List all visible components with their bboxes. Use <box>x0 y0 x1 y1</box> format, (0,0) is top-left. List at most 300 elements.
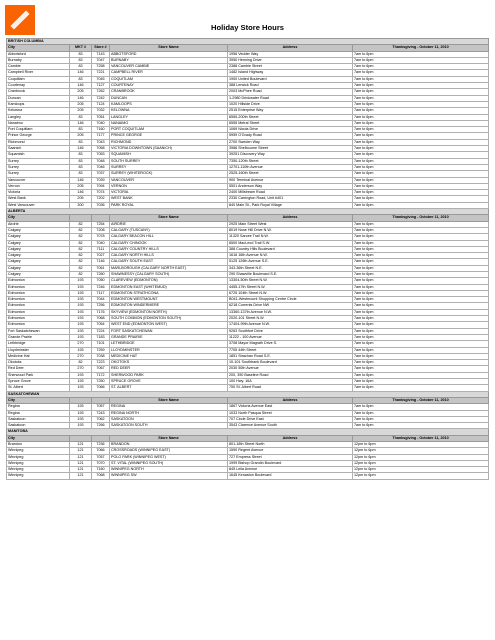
cell-store-name: FORT SASKATCHEWAN <box>110 328 228 334</box>
cell-address: 13360-137th Avenue N.W. <box>228 309 353 315</box>
cell-store-number: 7057 <box>92 404 110 410</box>
cell-store-number: 7038 <box>92 353 110 359</box>
cell-mkt: 82 <box>70 227 92 233</box>
cell-hours: 7am to 6pm <box>353 158 489 164</box>
cell-store-number: 7221 <box>92 70 110 76</box>
cell-store-number: 7127 <box>92 83 110 89</box>
cell-mkt: 83 <box>70 127 92 133</box>
cell-store-number: 7058 <box>92 146 110 152</box>
cell-hours: 7am to 6pm <box>353 385 489 391</box>
cell-store-name: EDMONTON WINDERMERE <box>110 303 228 309</box>
cell-hours: 7am to 6pm <box>353 164 489 170</box>
cell-city: Winnipeg <box>7 467 70 473</box>
cell-store-number: 7146 <box>92 259 110 265</box>
cell-city: Saskatoon <box>7 423 70 429</box>
cell-mkt: 82 <box>70 246 92 252</box>
cell-mkt: 193 <box>70 379 92 385</box>
store-hours-table <box>6 38 489 480</box>
cell-mkt: 193 <box>70 278 92 284</box>
cell-hours: 12pm to 6pm <box>353 467 489 473</box>
cell-city: Calgary <box>7 240 70 246</box>
cell-city: Kamloops <box>7 101 70 107</box>
section-title: BRITISH COLUMBIA <box>7 39 489 45</box>
section-title: ALBERTA <box>7 209 489 215</box>
cell-hours: 7am to 6pm <box>353 240 489 246</box>
cell-address: 7350-120th Street <box>228 158 353 164</box>
cell-store-name: DUNCAN <box>110 95 228 101</box>
cell-mkt: 300 <box>70 202 92 208</box>
cell-city: Nanaimo <box>7 120 70 126</box>
cell-store-number: 7061 <box>92 265 110 271</box>
cell-store-name: LLOYDMINSTER <box>110 347 228 353</box>
cell-address: 845 Leila Avenue <box>228 467 353 473</box>
cell-address: 750 St. Albert Road <box>228 385 353 391</box>
cell-address: 290 Shawville Boulevard S.E. <box>228 271 353 277</box>
cell-mkt: 146 <box>70 120 92 126</box>
cell-store-number: 7250 <box>92 379 110 385</box>
cell-address: 6218 Currents Drive NW <box>228 303 353 309</box>
cell-mkt: 193 <box>70 303 92 309</box>
cell-store-number: 7053 <box>92 152 110 158</box>
cell-store-name: AIRDRIE <box>110 221 228 227</box>
column-header-city: City <box>7 45 70 51</box>
cell-mkt: 193 <box>70 423 92 429</box>
cell-store-name: EDMONTON WESTMOUNT <box>110 297 228 303</box>
cell-city: Calgary <box>7 246 70 252</box>
cell-city: Edmonton <box>7 303 70 309</box>
column-header-store-name: Store Name <box>110 45 228 51</box>
column-header-store-number: Store # <box>92 45 110 51</box>
cell-store-number: 7254 <box>92 221 110 227</box>
cell-store-name: SHAWNESSY (CALGARY SOUTH) <box>110 271 228 277</box>
cell-store-number: 7183 <box>92 334 110 340</box>
cell-address: 2700 Sweden Way <box>228 139 353 145</box>
cell-store-name: MEDICINE HAT <box>110 353 228 359</box>
cell-city: Edmonton <box>7 278 70 284</box>
cell-store-number: 7039 <box>92 177 110 183</box>
cell-city: Lloydminster <box>7 347 70 353</box>
cell-city: Saanich <box>7 146 70 152</box>
cell-store-name: VICTORIA <box>110 190 228 196</box>
cell-city: Lethbridge <box>7 341 70 347</box>
cell-store-name: ABBOTSFORD <box>110 51 228 57</box>
cell-mkt: 83 <box>70 76 92 82</box>
cell-store-number: 7172 <box>92 372 110 378</box>
cell-city: Cambie <box>7 64 70 70</box>
cell-city: Calgary <box>7 265 70 271</box>
cell-city: Winnipeg <box>7 448 70 454</box>
cell-city: Fort Saskatchewan <box>7 328 70 334</box>
cell-mkt: 83 <box>70 152 92 158</box>
cell-mkt: 193 <box>70 347 92 353</box>
cell-mkt: 121 <box>70 460 92 466</box>
cell-hours: 7am to 6pm <box>353 101 489 107</box>
cell-store-number: 7036 <box>92 202 110 208</box>
cell-store-number: 7068 <box>92 316 110 322</box>
cell-mkt: 82 <box>70 265 92 271</box>
cell-address: 7705 44th Street <box>228 347 353 353</box>
cell-hours: 7am to 6pm <box>353 303 489 309</box>
cell-mkt: 82 <box>70 221 92 227</box>
cell-mkt: 193 <box>70 328 92 334</box>
cell-address: 2020-101 Street N.W. <box>228 316 353 322</box>
cell-store-name: SASKATOON SOUTH <box>110 423 228 429</box>
cell-store-number: 7160 <box>92 467 110 473</box>
cell-address: 6725 104th Street N.W. <box>228 290 353 296</box>
cell-address: 5125 126th Avenue S.E. <box>228 259 353 265</box>
cell-city: Victoria <box>7 190 70 196</box>
cell-store-number: 7074 <box>92 190 110 196</box>
cell-store-number: 7177 <box>92 133 110 139</box>
cell-store-number: 7176 <box>92 309 110 315</box>
cell-store-number: 7047 <box>92 57 110 63</box>
column-header-store-name: Store Name <box>110 397 228 403</box>
cell-mkt: 146 <box>70 95 92 101</box>
cell-hours: 12pm to 6pm <box>353 473 489 479</box>
cell-store-number: 7117 <box>92 290 110 296</box>
cell-address: 801-18th Street North <box>228 442 353 448</box>
cell-store-name: WINNIPEG NORTH <box>110 467 228 473</box>
cell-store-number: 7101 <box>92 341 110 347</box>
cell-city: Port Coquitlam <box>7 127 70 133</box>
cell-store-name: CROSSROADS (WINNIPEG EAST) <box>110 448 228 454</box>
cell-store-name: ST. ALBERT <box>110 385 228 391</box>
cell-address: 1867 Victoria Avenue East <box>228 404 353 410</box>
cell-address: 1851 Strachan Road S.E. <box>228 353 353 359</box>
cell-hours: 7am to 6pm <box>353 152 489 158</box>
cell-address: 2003 McPhee Road <box>228 89 353 95</box>
cell-hours: 7am to 6pm <box>353 328 489 334</box>
cell-mkt: 270 <box>70 353 92 359</box>
cell-hours: 7am to 6pm <box>353 284 489 290</box>
cell-mkt: 146 <box>70 177 92 183</box>
cell-store-name: RICHMOND <box>110 139 228 145</box>
cell-store-name: VERNON <box>110 183 228 189</box>
cell-mkt: 270 <box>70 341 92 347</box>
cell-mkt: 193 <box>70 290 92 296</box>
cell-city: Burnaby <box>7 57 70 63</box>
cell-hours: 7am to 6pm <box>353 353 489 359</box>
cell-city: Cranbrook <box>7 89 70 95</box>
cell-store-name: NANAIMO <box>110 120 228 126</box>
cell-city: Langley <box>7 114 70 120</box>
cell-hours: 7am to 6pm <box>353 372 489 378</box>
cell-hours: 7am to 6pm <box>353 265 489 271</box>
cell-hours: 7am to 6pm <box>353 196 489 202</box>
cell-store-number: 7243 <box>92 410 110 416</box>
cell-mkt: 146 <box>70 70 92 76</box>
cell-city: Edmonton <box>7 284 70 290</box>
cell-hours: 7am to 6pm <box>353 83 489 89</box>
cell-mkt: 193 <box>70 309 92 315</box>
cell-mkt: 83 <box>70 171 92 177</box>
cell-address: 1645 Kenaston Boulevard <box>228 473 353 479</box>
cell-store-number: 7068 <box>92 473 110 479</box>
cell-mkt: 121 <box>70 448 92 454</box>
cell-address: 1956 Vedder Way <box>228 51 353 57</box>
cell-hours: 7am to 6pm <box>353 246 489 252</box>
cell-store-name: PRINCE GEORGE <box>110 133 228 139</box>
cell-store-number: 7160 <box>92 127 110 133</box>
page-title: Holiday Store Hours <box>211 23 284 32</box>
cell-city: Courtenay <box>7 83 70 89</box>
cell-address: 5959 O'Grady Road <box>228 133 353 139</box>
cell-store-number: 7124 <box>92 101 110 107</box>
cell-mkt: 205 <box>70 183 92 189</box>
cell-mkt: 83 <box>70 114 92 120</box>
cell-hours: 7am to 6pm <box>353 309 489 315</box>
column-header-store-name: Store Name <box>110 435 228 441</box>
cell-city: Vernon <box>7 183 70 189</box>
cell-store-name: REGINA <box>110 404 228 410</box>
cell-city: Brandon <box>7 442 70 448</box>
cell-city: Duncan <box>7 95 70 101</box>
cell-hours: 12pm to 6pm <box>353 442 489 448</box>
cell-hours: 7am to 6pm <box>353 57 489 63</box>
cell-store-name: EDMONTON EAST (WHITEMUD) <box>110 284 228 290</box>
column-header-hours: Thanksgiving - October 11, 2010 <box>353 45 489 51</box>
cell-mkt: 205 <box>70 196 92 202</box>
cell-hours: 7am to 6pm <box>353 347 489 353</box>
cell-address: 727 Empress Street <box>228 454 353 460</box>
cell-store-name: POLO PARK (WINNIPEG WEST) <box>110 454 228 460</box>
cell-mkt: 121 <box>70 467 92 473</box>
cell-hours: 7am to 6pm <box>353 133 489 139</box>
cell-store-number: 7045 <box>92 76 110 82</box>
cell-hours: 7am to 6pm <box>353 297 489 303</box>
cell-hours: 7am to 6pm <box>353 146 489 152</box>
table-row <box>7 473 489 479</box>
cell-mkt: 82 <box>70 259 92 265</box>
section-title: MANITOBA <box>7 429 489 435</box>
column-header-hours: Thanksgiving - October 11, 2010 <box>353 397 489 403</box>
cell-mkt: 83 <box>70 64 92 70</box>
cell-hours: 7am to 6pm <box>353 171 489 177</box>
cell-address: 1999 Bishop Grandin Boulevard <box>228 460 353 466</box>
cell-city: Regina <box>7 404 70 410</box>
cell-store-name: SPRUCE GROVE <box>110 379 228 385</box>
cell-mkt: 193 <box>70 316 92 322</box>
cell-mkt: 82 <box>70 234 92 240</box>
cell-store-number: 7066 <box>92 385 110 391</box>
cell-city: Sherwood Park <box>7 372 70 378</box>
cell-store-name: CALGARY NORTH HILLS <box>110 253 228 259</box>
cell-hours: 7am to 6pm <box>353 290 489 296</box>
cell-store-name: BRANDON <box>110 442 228 448</box>
cell-mkt: 193 <box>70 297 92 303</box>
cell-address: 12701-110th Avenue <box>228 164 353 170</box>
cell-address: 2030 50th Avenue <box>228 366 353 372</box>
cell-city: St. Albert <box>7 385 70 391</box>
column-header-city: City <box>7 435 70 441</box>
cell-store-number: 7040 <box>92 120 110 126</box>
cell-hours: 7am to 6pm <box>353 316 489 322</box>
cell-store-name: COQUITLAM <box>110 76 228 82</box>
cell-mkt: 205 <box>70 101 92 107</box>
column-header-mkt: MKT # <box>70 45 92 51</box>
cell-address: 388 Country Hills Boulevard <box>228 246 353 252</box>
cell-address: 1020 Hillside Drive <box>228 101 353 107</box>
cell-store-number: 7256 <box>92 303 110 309</box>
cell-address: 1900 United Boulevard <box>228 76 353 82</box>
cell-store-name: SOUTH COMMON (EDMONTON SOUTH) <box>110 316 228 322</box>
section-title: SASKATCHEWAN <box>7 391 489 397</box>
cell-mkt: 193 <box>70 385 92 391</box>
cell-address: 8019 Nose Hill Drive N.W. <box>228 227 353 233</box>
cell-hours: 7am to 6pm <box>353 410 489 416</box>
cell-store-name: LETHBRIDGE <box>110 341 228 347</box>
cell-city: Red Deer <box>7 366 70 372</box>
cell-hours: 7am to 6pm <box>353 366 489 372</box>
cell-city: Regina <box>7 410 70 416</box>
cell-hours: 7am to 6pm <box>353 416 489 422</box>
cell-store-number: 7067 <box>92 366 110 372</box>
cell-address: 9263 Southfort Drive <box>228 328 353 334</box>
cell-hours: 7am to 6pm <box>353 227 489 233</box>
cell-city: Winnipeg <box>7 460 70 466</box>
cell-store-name: RED DEER <box>110 366 228 372</box>
cell-address: 3986 Shelbourne Street <box>228 146 353 152</box>
cell-address: 3543 Clarence Avenue South <box>228 423 353 429</box>
cell-mkt: 205 <box>70 89 92 95</box>
cell-hours: 7am to 6pm <box>353 127 489 133</box>
cell-hours: 7am to 6pm <box>353 95 489 101</box>
cell-mkt: 82 <box>70 360 92 366</box>
cell-store-name: SQUAMISH <box>110 152 228 158</box>
cell-address: 3950 Henning Drive <box>228 57 353 63</box>
cell-city: Edmonton <box>7 322 70 328</box>
cell-city: Grande Prairie <box>7 334 70 340</box>
cell-store-name: COURTENAY <box>110 83 228 89</box>
cell-city: Richmond <box>7 139 70 145</box>
cell-mkt: 205 <box>70 133 92 139</box>
cell-address: 840 Main St., Park Royal Village <box>228 202 353 208</box>
cell-store-number: 7051 <box>92 114 110 120</box>
cell-hours: 7am to 6pm <box>353 70 489 76</box>
cell-mkt: 193 <box>70 372 92 378</box>
cell-hours: 7am to 6pm <box>353 322 489 328</box>
cell-mkt: 146 <box>70 83 92 89</box>
cell-address: 2388 Cambie Street <box>228 64 353 70</box>
cell-hours: 7am to 6pm <box>353 183 489 189</box>
cell-hours: 7am to 6pm <box>353 139 489 145</box>
cell-store-name: WEST END (EDMONTON WEST) <box>110 322 228 328</box>
cell-store-name: VANCOUVER <box>110 177 228 183</box>
cell-mkt: 82 <box>70 271 92 277</box>
cell-store-name: VICTORIA DOWNTOWN (SAANICH) <box>110 146 228 152</box>
cell-city: Kelowna <box>7 108 70 114</box>
cell-city: Abbotsford <box>7 51 70 57</box>
cell-store-number: 7224 <box>92 328 110 334</box>
cell-store-name: VANCOUVER CAMBIE <box>110 64 228 70</box>
cell-store-name: SURREY (WHITEROCK) <box>110 171 228 177</box>
cell-hours: 7am to 6pm <box>353 423 489 429</box>
cell-city: West Vancouver <box>7 202 70 208</box>
cell-city: West Bank <box>7 196 70 202</box>
column-header-address: Address <box>228 215 353 221</box>
cell-store-name: BURNABY <box>110 57 228 63</box>
cell-address: 11222 - 100 Avenue <box>228 334 353 340</box>
cell-address: 200, 390 Baseline Road <box>228 372 353 378</box>
cell-address: 2525-160th Street <box>228 171 353 177</box>
cell-hours: 7am to 6pm <box>353 190 489 196</box>
cell-address: B041-Westmount Shopping Centre Circle <box>228 297 353 303</box>
cell-city: Calgary <box>7 253 70 259</box>
cell-mkt: 121 <box>70 442 92 448</box>
cell-mkt: 83 <box>70 158 92 164</box>
cell-hours: 7am to 6pm <box>353 379 489 385</box>
cell-mkt: 82 <box>70 240 92 246</box>
cell-city: Winnipeg <box>7 454 70 460</box>
cell-city: Airdrie <box>7 221 70 227</box>
cell-store-number: 7143 <box>92 51 110 57</box>
cell-store-name: WEST BANK <box>110 196 228 202</box>
cell-store-name: MARLBOROUGH (CALGARY NORTH EAST) <box>110 265 228 271</box>
cell-address: 6550-200th Street <box>228 114 353 120</box>
cell-hours: 7am to 6pm <box>353 278 489 284</box>
cell-hours: 7am to 6pm <box>353 271 489 277</box>
cell-mkt: 83 <box>70 57 92 63</box>
cell-city: Saskatoon <box>7 416 70 422</box>
cell-store-name: CALGARY (TUSCANY) <box>110 227 228 233</box>
cell-hours: 7am to 6pm <box>353 341 489 347</box>
cell-store-number: 7037 <box>92 171 110 177</box>
cell-address: 17404-99th Avenue N.W. <box>228 322 353 328</box>
cell-mkt: 193 <box>70 404 92 410</box>
cell-store-name: CALGARY CHINOOK <box>110 240 228 246</box>
cell-store-name: GRANDE PRAIRIE <box>110 334 228 340</box>
cell-hours: 7am to 6pm <box>353 89 489 95</box>
cell-mkt: 83 <box>70 164 92 170</box>
cell-address: 1616 16th Avenue N.W. <box>228 253 353 259</box>
cell-address: 5501 Anderson Way <box>228 183 353 189</box>
cell-address: 100 Hwy. 16A <box>228 379 353 385</box>
cell-city: Medicine Hat <box>7 353 70 359</box>
cell-city: Campbell River <box>7 70 70 76</box>
cell-city: Okotoks <box>7 360 70 366</box>
cell-store-name: EDMONTON STRATHCONA <box>110 290 228 296</box>
cell-store-number: 7260 <box>92 271 110 277</box>
cell-hours: 7am to 6pm <box>353 64 489 70</box>
cell-address: 13304-50th Street N.W. <box>228 278 353 284</box>
cell-store-number: 7044 <box>92 297 110 303</box>
cell-address: 1482 Island Highway <box>228 70 353 76</box>
cell-mkt: 193 <box>70 416 92 422</box>
cell-store-name: SASKATOON <box>110 416 228 422</box>
cell-mkt: 82 <box>70 253 92 259</box>
cell-store-number: 7070 <box>92 460 110 466</box>
cell-store-number: 7259 <box>92 347 110 353</box>
cell-address: 2515 Enterprise Way <box>228 108 353 114</box>
cell-store-name: CALGARY SOUTH EAST <box>110 259 228 265</box>
cell-address: 900 Terminal Avenue <box>228 177 353 183</box>
cell-address: 2400 Millstream Road <box>228 190 353 196</box>
cell-mkt: 146 <box>70 190 92 196</box>
cell-address: 10-101 Southbank Boulevard <box>228 360 353 366</box>
cell-address: 4455-17th Street N.W. <box>228 284 353 290</box>
cell-hours: 7am to 6pm <box>353 253 489 259</box>
cell-hours: 12pm to 6pm <box>353 454 489 460</box>
cell-hours: 7am to 6pm <box>353 259 489 265</box>
cell-mkt: 193 <box>70 410 92 416</box>
cell-address: 6500 MacLeod Trail S.W. <box>228 240 353 246</box>
cell-city: Surrey <box>7 164 70 170</box>
cell-city: Calgary <box>7 234 70 240</box>
cell-city: Calgary <box>7 271 70 277</box>
cell-address: 3708 Mayor Magrath Drive S. <box>228 341 353 347</box>
cell-store-number: 7246 <box>92 284 110 290</box>
column-header-address: Address <box>228 397 353 403</box>
